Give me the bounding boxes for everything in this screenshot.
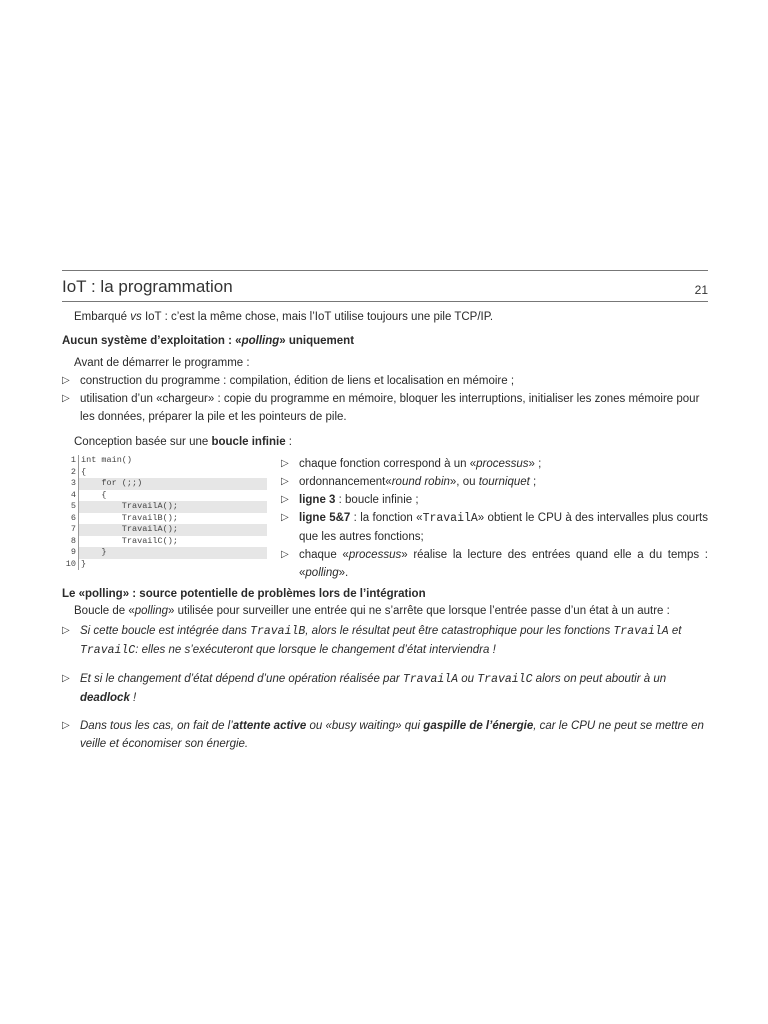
code-line (62, 536, 267, 548)
polling-bullet-1-text (80, 622, 708, 660)
p1-f: TravailC (80, 644, 136, 657)
section-heading-1 (62, 333, 708, 350)
cb2-a: ordonnancement« (299, 476, 392, 488)
code-text: TravailA(); (79, 524, 267, 536)
triangle-icon: ▷ (62, 375, 70, 386)
s1-b: polling (241, 335, 280, 347)
s1-c: » uniquement (279, 335, 355, 347)
triangle-icon: ▷ (281, 476, 289, 487)
p2-b: TravailA (402, 673, 459, 686)
code-text: for (;;) (79, 478, 267, 490)
code-text: { (81, 466, 87, 477)
code-text: int main() (81, 455, 133, 465)
page-number: 21 (694, 283, 708, 297)
p1-b: TravailB (250, 625, 306, 638)
slide (62, 270, 708, 753)
cb2-b: round robin (391, 476, 450, 488)
triangle-icon: ▷ (62, 673, 70, 684)
p2-g: ! (129, 692, 137, 704)
code-line (62, 559, 267, 571)
bullet-loader-text: utilisation d’un «chargeur» : copie du programme en mémoire, bloquer les interruptions, initialiser les zones mémoire pour les données, préparer la pile et les pointeurs de pile. (80, 393, 700, 423)
code-line (62, 467, 267, 479)
p1-d: TravailA (613, 625, 669, 638)
triangle-icon: ▷ (62, 625, 70, 636)
cb4-c: TravailA (422, 512, 478, 525)
code-line (62, 478, 267, 490)
cb5-c: » réalise la lecture des entrées quand elle a du temps : « (299, 549, 708, 579)
code-text: } (79, 547, 267, 559)
loop-b: polling (134, 605, 168, 617)
line-number: 1 (62, 455, 79, 467)
concept-a: Conception basée sur une (74, 436, 212, 448)
code-bullets (281, 455, 708, 582)
code-bullet-text (299, 546, 708, 582)
cb2-c: », ou (449, 476, 479, 488)
cb3-a: ligne 3 (299, 494, 336, 506)
line-number: 4 (62, 490, 79, 502)
code-listing (62, 455, 267, 582)
code-line (62, 513, 267, 525)
concept-text (62, 434, 708, 451)
p3-e: , car le CPU ne peut se mettre en veille et économiser son énergie. (80, 720, 704, 750)
line-number: 2 (62, 467, 79, 479)
cb4-a: ligne 5&7 (299, 512, 351, 524)
triangle-icon: ▷ (62, 393, 70, 404)
cb1-a: chaque fonction correspond à un « (299, 458, 477, 470)
code-bullet (281, 455, 708, 473)
cb2-e: ; (529, 476, 537, 488)
cb1-c: » ; (528, 458, 542, 470)
cb5-a: chaque « (299, 549, 349, 561)
p1-a: Si cette boucle est intégrée dans (80, 625, 251, 637)
line-number: 3 (62, 478, 79, 490)
code-bullet (281, 509, 708, 546)
cb1-b: processus (476, 458, 529, 470)
line-number: 5 (62, 501, 79, 513)
concept-b: boucle infinie (211, 436, 286, 448)
bullet-build (62, 372, 708, 390)
cb2-d: tourniquet (478, 476, 530, 488)
code-text: TravailA(); (79, 501, 267, 513)
triangle-icon: ▷ (281, 512, 289, 523)
triangle-icon: ▷ (281, 549, 289, 560)
polling-bullet-2 (62, 670, 708, 707)
p2-f: deadlock (80, 692, 130, 704)
line-number: 10 (62, 559, 79, 571)
header-rule (62, 301, 708, 302)
cb5-d: polling (305, 567, 339, 579)
polling-bullet-3 (62, 717, 708, 753)
code-bullet (281, 473, 708, 491)
polling-bullet-3-text (80, 717, 708, 753)
intro-a: Embarqué (74, 311, 131, 323)
before-text: Avant de démarrer le programme : (74, 357, 250, 369)
code-bullet-text (299, 509, 708, 546)
code-bullet-text (299, 473, 536, 491)
code-line (62, 501, 267, 513)
bullet-loader (62, 390, 708, 426)
p2-d: TravailC (477, 673, 533, 686)
code-line (62, 524, 267, 536)
s1-a: Aucun système d’exploitation : « (62, 335, 242, 347)
triangle-icon: ▷ (281, 458, 289, 469)
code-text: TravailC(); (81, 535, 178, 546)
line-number: 7 (62, 524, 79, 536)
p1-g: : elles ne s’exécuteront que lorsque le changement d’état interviendra ! (135, 644, 496, 656)
code-text: TravailB(); (81, 512, 178, 523)
loop-c: » utilisée pour surveiller une entrée qui ne s’arrête que lorsque l’entrée passe d’un état à un autre : (168, 605, 670, 617)
polling-bullet-2-text (80, 670, 708, 707)
triangle-icon: ▷ (62, 720, 70, 731)
p3-b: attente active (232, 720, 307, 732)
code-bullet-text (299, 491, 419, 509)
cb3-b: : boucle infinie ; (335, 494, 419, 506)
code-line (62, 490, 267, 502)
code-text: { (81, 489, 107, 500)
line-number: 6 (62, 513, 79, 525)
p2-e: alors on peut aboutir à un (532, 673, 667, 685)
code-line (62, 547, 267, 559)
cb4-b: : la fonction « (350, 512, 423, 524)
code-bullet-text (299, 455, 541, 473)
code-line (62, 455, 267, 467)
cb4-d: » obtient le CPU à des intervalles plus courts que les autres fonctions; (299, 512, 708, 543)
p3-a: Dans tous les cas, on fait de l’ (80, 720, 233, 732)
p3-d: gaspille de l’énergie (423, 720, 534, 732)
code-section (62, 455, 708, 582)
line-number: 8 (62, 536, 79, 548)
bullet-build-text: construction du programme : compilation, édition de liens et localisation en mémoire ; (80, 375, 515, 387)
p2-c: ou (458, 673, 478, 685)
concept-c: : (285, 436, 292, 448)
intro-c: IoT : c’est la même chose, mais l’IoT utilise toujours une pile TCP/IP. (141, 311, 494, 323)
cb5-e: ». (338, 567, 349, 579)
p1-c: , alors le résultat peut être catastrophique pour les fonctions (305, 625, 614, 637)
cb5-b: processus (348, 549, 402, 561)
code-text: } (81, 558, 87, 569)
code-bullet (281, 491, 708, 509)
loop-text (62, 603, 708, 620)
polling-bullet-1 (62, 622, 708, 660)
loop-a: Boucle de « (74, 605, 135, 617)
code-bullet (281, 546, 708, 582)
p3-c: ou «busy waiting» qui (306, 720, 424, 732)
line-number: 9 (62, 547, 79, 559)
p1-e: et (668, 625, 682, 637)
section-heading-2: Le «polling» : source potentielle de problèmes lors de l’intégration (62, 588, 426, 600)
slide-header (62, 271, 708, 297)
p2-a: Et si le changement d’état dépend d’une opération réalisée par (80, 673, 403, 685)
slide-title: IoT : la programmation (62, 277, 233, 296)
intro-text (62, 309, 708, 326)
intro-b: vs (130, 311, 142, 323)
triangle-icon: ▷ (281, 494, 289, 505)
